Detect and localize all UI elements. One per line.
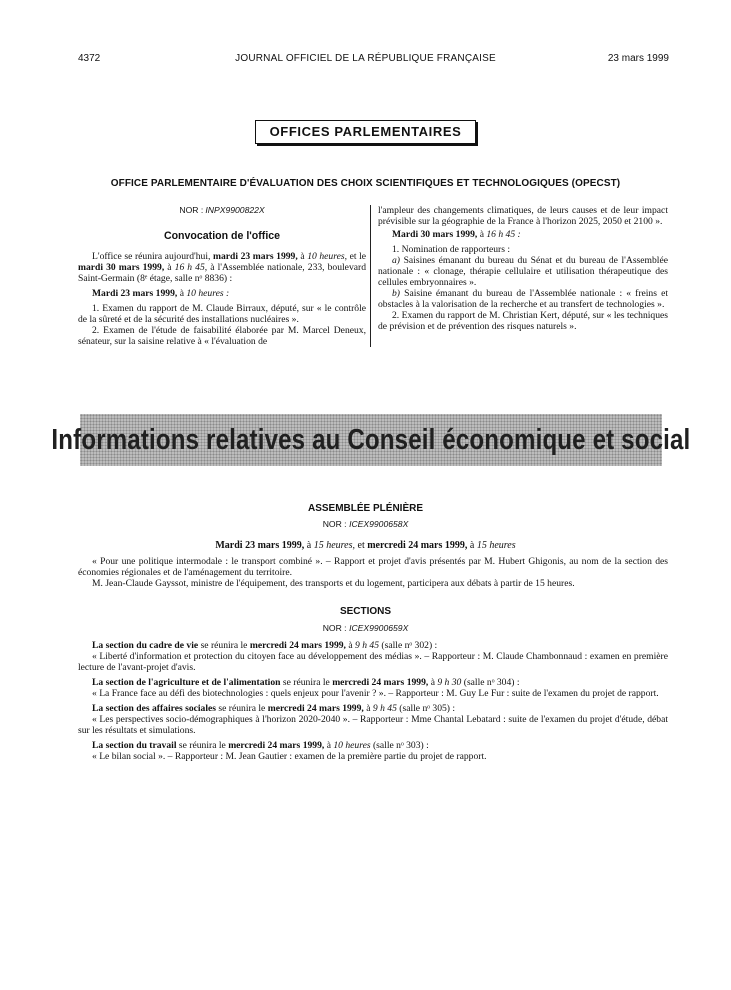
assemblee-title: ASSEMBLÉE PLÉNIÈRE <box>307 503 424 514</box>
sections-nor: NOR : ICEX9900659X <box>322 623 409 633</box>
assemblee-body <box>78 556 668 589</box>
date-heading-2: Mardi 30 mars 1999, à 16 h 45 : <box>392 229 521 240</box>
continuation-text: l'ampleur des changements climatiques, de leurs causes et de leur impact prévisible sur la géographie de la France à l'horizon 2025, 2050 et 2100 ». <box>378 205 668 227</box>
page-number: 4372 <box>78 53 101 64</box>
agenda-item-1-1: 1. Examen du rapport de M. Claude Birraux, député, sur « le contrôle de la sûreté et de la sécurité des installations nucléaires ». <box>78 303 366 325</box>
assemblee-paragraph-1: « Pour une politique intermodale : le transport combiné ». – Rapport et projet d'avis présentés par M. Hubert Ghigonis, au nom de la section des économies régionales et de l'aménagement du territoire. <box>78 556 668 578</box>
agenda-item-1-2: 2. Examen de l'étude de faisabilité élaborée par M. Marcel Deneux, sénateur, sur la saisine relative à « l'évaluation de <box>78 325 366 347</box>
agenda-item-2-1b: b) Saisine émanant du bureau de l'Assemblée nationale : « freins et obstacles à la valorisation de la recherche et au transfert de technologies ». <box>378 288 668 310</box>
section-entry <box>78 640 668 673</box>
nor-code: INPX9900822X <box>205 205 265 215</box>
convocation-title: Convocation de l'office <box>163 230 281 242</box>
section-entry <box>78 677 668 699</box>
offices-box-title: OFFICES PARLEMENTAIRES <box>255 120 477 144</box>
section-entry-heading: La section des affaires sociales se réunira le mercredi 24 mars 1999, à 9 h 45 (salle nᵒ 305) : <box>92 703 456 714</box>
section-entry <box>78 703 668 736</box>
agenda-item-2-1: 1. Nomination de rapporteurs : <box>392 244 511 255</box>
opecst-column-left <box>78 205 366 347</box>
section-entry-heading: La section du cadre de vie se réunira le mercredi 24 mars 1999, à 9 h 45 (salle nᵒ 302) : <box>92 640 438 651</box>
header-date: 23 mars 1999 <box>607 53 669 64</box>
section-entry-body: « Le bilan social ». – Rapporteur : M. Jean Gautier : examen de la première partie du projet de rapport. <box>92 751 487 762</box>
assemblee-nor: NOR : ICEX9900658X <box>322 519 409 529</box>
section-entry-heading: La section de l'agriculture et de l'alimentation se réunira le mercredi 24 mars 1999, à 9 h 30 (salle nᵒ 304) : <box>92 677 520 688</box>
agenda-item-2-2: 2. Examen du rapport de M. Christian Kert, député, sur « les techniques de prévision et de prévention des risques naturels ». <box>378 310 668 332</box>
opecst-column-right <box>378 205 668 332</box>
journal-title: JOURNAL OFFICIEL DE LA RÉPUBLIQUE FRANÇAISE <box>235 53 496 64</box>
opecst-heading: OFFICE PARLEMENTAIRE D'ÉVALUATION DES CHOIX SCIENTIFIQUES ET TECHNOLOGIQUES (OPECST) <box>110 178 621 189</box>
agenda-item-2-1a: a) Saisines émanant du bureau du Sénat et du bureau de l'Assemblée nationale : « clonage, thérapie cellulaire et utilisation thérapeutique des cellules embryonnaires ». <box>378 255 668 288</box>
column-divider <box>370 205 371 347</box>
section-entry-body: « Liberté d'information et protection du citoyen face au développement des médias ». – Rapporteur : M. Claude Chambonnaud : examen en première lecture de l'avant-projet d'avis. <box>78 651 668 673</box>
sections-title: SECTIONS <box>339 606 392 617</box>
ces-banner-title: Informations relatives au Conseil économique et social <box>51 423 691 456</box>
section-entry-heading: La section du travail se réunira le mercredi 24 mars 1999, à 10 heures (salle nᵒ 303) : <box>92 740 429 751</box>
sections-list <box>78 640 668 762</box>
ces-banner <box>51 414 691 466</box>
assemblee-paragraph-2: M. Jean-Claude Gayssot, ministre de l'équipement, des transports et du logement, participera aux débats à partir de 15 heures. <box>92 578 575 589</box>
convocation-intro: L'office se réunira aujourd'hui, mardi 23 mars 1999, à 10 heures, et le mardi 30 mars 1999, à 16 h 45, à l'Assemblée nationale, 233, boulevard Saint-Germain (8ᵉ étage, salle nᵒ 8836) : <box>78 251 367 284</box>
nor-line <box>78 205 366 216</box>
nor-label: NOR : <box>179 205 204 215</box>
assemblee-date: Mardi 23 mars 1999, à 15 heures, et mercredi 24 mars 1999, à 15 heures <box>215 540 516 551</box>
section-entry <box>78 740 668 762</box>
section-entry-body: « Les perspectives socio-démographiques à l'horizon 2020-2040 ». – Rapporteur : Mme Chantal Lebatard : suite de l'examen du projet d'étude, débat sur les résultats et simulations. <box>78 714 668 736</box>
date-heading-1: Mardi 23 mars 1999, à 10 heures : <box>92 288 230 299</box>
section-entry-body: « La France face au défi des biotechnologies : quels enjeux pour l'avenir ? ». – Rapporteur : M. Guy Le Fur : suite de l'examen du projet de rapport. <box>92 688 659 699</box>
offices-box-wrap <box>0 120 731 144</box>
